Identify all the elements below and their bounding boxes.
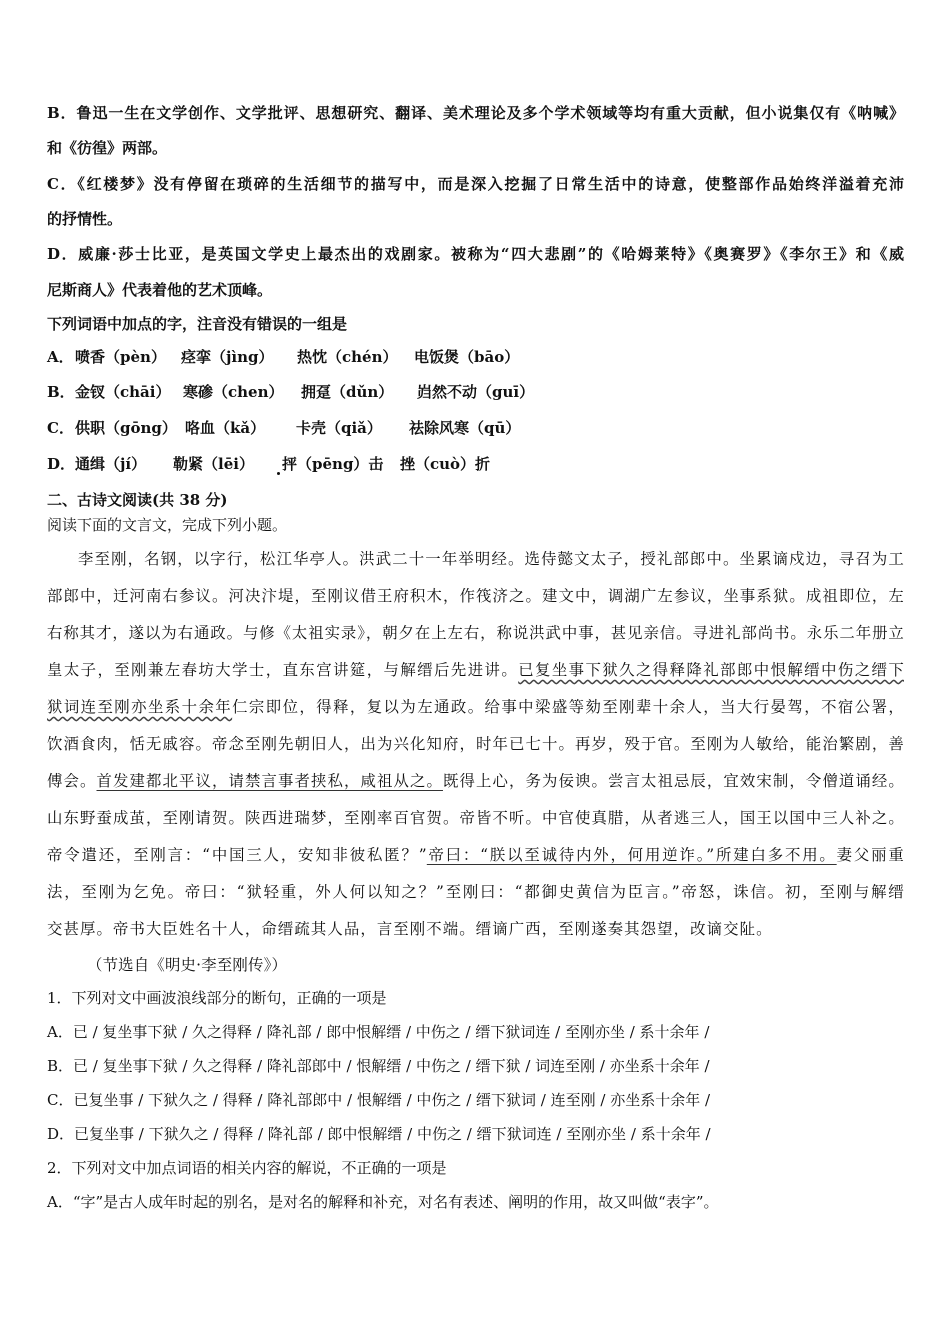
passage-line: 李至刚，名钢，以字行，松江华亭人。洪武二十一年举明经。选侍懿文太子，授礼部郎中。坐累谪戍边，寻召为工: [78, 550, 904, 568]
pinyin-option-d-item: 勒紧（lēi）: [173, 455, 254, 473]
passage-line: [47, 771, 904, 791]
passage-text: 妻父丽重: [836, 846, 904, 864]
pinyin-option-b-item: 金钗（chāi）: [75, 383, 171, 401]
emphasis-dot: [277, 472, 280, 475]
underlined-sentence: 帝曰：“朕以至诚待内外，何用逆诈。”所建白多不用。: [426, 846, 837, 864]
pinyin-option-d-letter: D．: [47, 455, 76, 473]
pinyin-option-a-item: 电饭煲（bāo）: [414, 348, 520, 366]
pinyin-question-stem: 下列词语中加点的字，注音没有错误的一组是: [47, 315, 348, 333]
passage-line: 部郎中，迁河南右参议。河决汴堤，至刚议借王府积木，作筏济之。建文中，调湖广左参议，坐事系狱。成祖即位，左: [47, 587, 904, 605]
pinyin-option-b-item: 寒碜（chen）: [183, 383, 284, 401]
option-c-line1: C．《红楼梦》没有停留在琐碎的生活细节的描写中，而是深入挖掘了日常生活中的诗意，使整部作品始终洋溢着充沛: [47, 175, 904, 193]
passage-source: （节选自《明史·李至刚传》）: [87, 956, 288, 974]
wavy-underlined-text: 狱词连至刚亦坐系十余年: [47, 698, 233, 716]
pinyin-option-a-letter: A．: [47, 348, 74, 366]
underlined-sentence: 首发建都北平议，请禁言事者挟私，咸祖从之。: [96, 772, 443, 790]
passage-line: 法，至刚为乞免。帝曰：“狱轻重，外人何以知之？”至刚曰：“都御史黄信为臣言。”帝怒，诛信。初，至刚与解缙: [47, 883, 904, 901]
passage-line: 饮酒食肉，恬无戚容。帝念至刚先朝旧人，出为兴化知府，时年已七十。再岁，殁于官。至刚为人敏给，能治繁剧，善: [47, 735, 904, 753]
passage-line: 山东野蚕成茧，至刚请贺。陕西进瑞梦，至刚率百官贺。帝皆不听。中官使真腊，从者逃三人，国王以国中三人补之。: [47, 809, 904, 827]
passage-text: 皇太子，至刚兼左春坊大学士，直东宫讲筵，与解缙后先进讲。: [47, 661, 519, 679]
pinyin-option-d-item: 挫（cuò）折: [400, 455, 491, 473]
pinyin-option-c-item: 卡壳（qiǎ）: [296, 419, 382, 437]
pinyin-option-b-letter: B．: [47, 383, 75, 401]
pinyin-option-c-item: 祛除风寒（qū）: [409, 419, 521, 437]
option-d-line1: D．威廉·莎士比亚，是英国文学史上最杰出的戏剧家。被称为“四大悲剧”的《哈姆莱特》《奥赛罗》《李尔王》和《威: [47, 245, 904, 263]
pinyin-option-b-item: 岿然不动（guī）: [417, 383, 535, 401]
passage-text: 仁宗即位，得释，复以为左通政。给事中梁盛等劾至刚辈十余人，当大行晏驾，不宿公署，: [232, 698, 904, 716]
option-c-line2: 的抒情性。: [47, 210, 123, 228]
pinyin-option-c-letter: C．: [47, 419, 74, 437]
pinyin-option-a-item: 喷香（pèn）: [75, 348, 166, 366]
q2-stem: 2．下列对文中加点词语的相关内容的解说，不正确的一项是: [47, 1159, 447, 1177]
q1-option-c: C．已复坐事 / 下狱久之 / 得释 / 降礼部郎中 / 恨解缙 / 中伤之 / 缙下狱词 / 连至刚 / 亦坐系十余年 /: [47, 1091, 711, 1109]
q1-stem: 1．下列对文中画波浪线部分的断句，正确的一项是: [47, 989, 387, 1007]
passage-text: 帝令遣还，至刚言：“中国三人，安知非彼私匿？”: [47, 846, 427, 864]
pinyin-option-a-item: 痉挛（jìng）: [181, 348, 274, 366]
q1-option-b: B．已 / 复坐事下狱 / 久之得释 / 降礼部郎中 / 恨解缙 / 中伤之 / 缙下狱 / 词连至刚 / 亦坐系十余年 /: [47, 1057, 710, 1075]
passage-text: 既得上心，务为佞谀。尝言太祖忌辰，宜效宋制，令僧道诵经。: [442, 772, 905, 790]
passage-line: 交甚厚。帝书大臣姓名十人，命缙疏其人品，言至刚不端。缙谪广西，至刚遂奏其怨望，改谪交阯。: [47, 920, 773, 938]
pinyin-option-b-item: 拥趸（dǔn）: [301, 383, 394, 401]
section-instruction: 阅读下面的文言文，完成下列小题。: [47, 516, 288, 534]
pinyin-option-c-item: 供职（gōng）: [75, 419, 177, 437]
pinyin-option-d-item: 通缉（jí）: [75, 455, 147, 473]
pinyin-option-c-item: 咯血（kǎ）: [185, 419, 266, 437]
pinyin-option-d-item: 抨（pēng）击: [282, 455, 384, 473]
q1-option-d: D．已复坐事 / 下狱久之 / 得释 / 降礼部 / 郎中恨解缙 / 中伤之 / 缙下狱词连 / 至刚亦坐 / 系十余年 /: [47, 1125, 711, 1143]
passage-line: [47, 697, 904, 717]
passage-line: [47, 660, 904, 680]
passage-line: [47, 845, 904, 865]
option-b-line1: B．鲁迅一生在文学创作、文学批评、思想研究、翻译、美术理论及多个学术领域等均有重大贡献，但小说集仅有《呐喊》: [47, 104, 904, 122]
q1-option-a: A．已 / 复坐事下狱 / 久之得释 / 降礼部 / 郎中恨解缙 / 中伤之 / 缙下狱词连 / 至刚亦坐 / 系十余年 /: [47, 1023, 710, 1041]
option-d-line2: 尼斯商人》代表着他的艺术顶峰。: [47, 281, 273, 299]
section-title: 二、古诗文阅读(共 38 分): [47, 491, 228, 509]
passage-line: 右称其才，遂以为右通政。与修《太祖实录》，朝夕在上左右，称说洪武中事，甚见亲信。寻进礼部尚书。永乐二年册立: [47, 624, 904, 642]
option-b-line2: 和《彷徨》两部。: [47, 139, 168, 157]
q2-option-a: A．“字”是古人成年时起的别名，是对名的解释和补充，对名有表述、阐明的作用，故又叫做“表字”。: [47, 1193, 719, 1211]
wavy-underlined-text: 已复坐事下狱久之得释降礼部郎中恨解缙中伤之缙下: [518, 661, 904, 679]
pinyin-option-a-item: 热忱（chén）: [297, 348, 398, 366]
passage-text: 傅会。: [47, 772, 97, 790]
